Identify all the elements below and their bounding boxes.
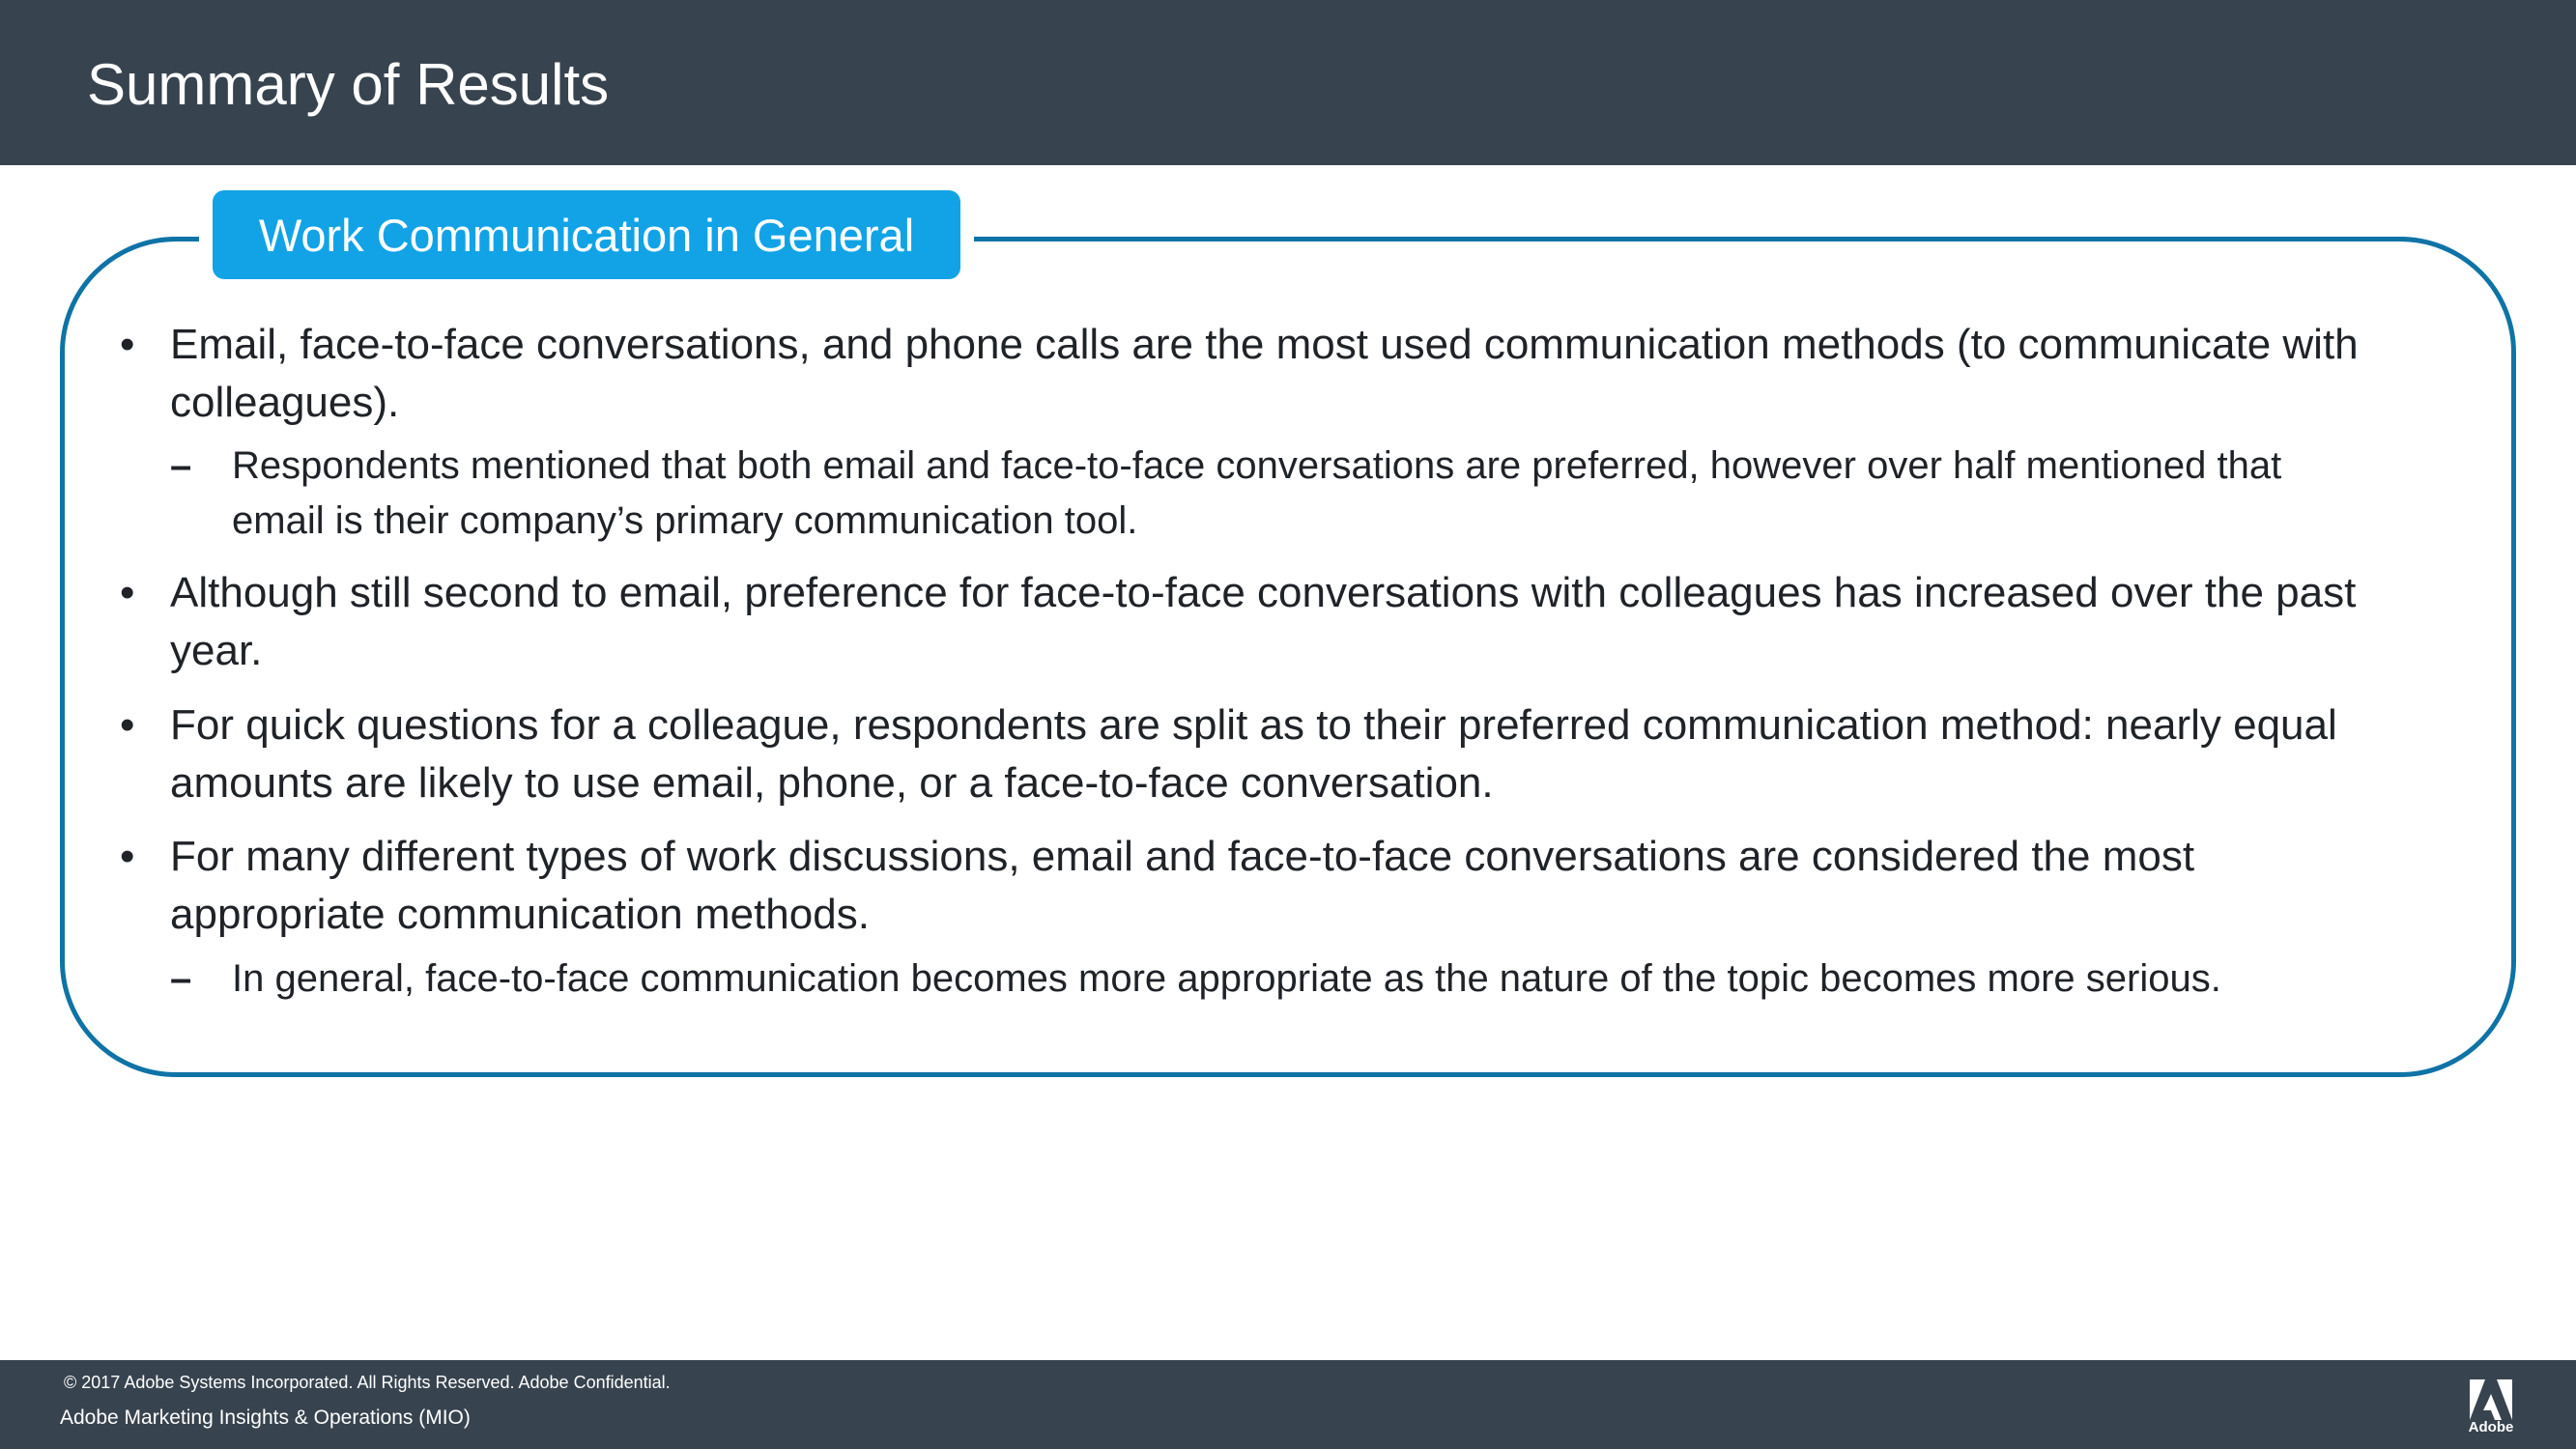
section-tab bbox=[213, 190, 960, 279]
sub-bullet-text-line: Respondents mentioned that both email and face-to-face conversations are preferred, however over half mentioned that bbox=[232, 444, 2282, 487]
section-tab-label: Work Communication in General bbox=[258, 209, 915, 261]
bullet-text-line: year. bbox=[170, 627, 263, 674]
sub-bullet-text-line: In general, face-to-face communication becomes more appropriate as the nature of the topic becomes more serious. bbox=[232, 957, 2221, 1000]
bullet-text-line: amounts are likely to use email, phone, or a face-to-face conversation. bbox=[170, 759, 1494, 807]
bullet-marker: • bbox=[120, 321, 135, 368]
bullet-text-line: For quick questions for a colleague, respondents are split as to their preferred communication method: nearly equal bbox=[170, 701, 2337, 749]
bullet-marker: • bbox=[120, 569, 135, 616]
sub-bullet-marker: – bbox=[170, 957, 192, 1000]
bullet-text-line: appropriate communication methods. bbox=[170, 891, 870, 938]
footer-department: Adobe Marketing Insights & Operations (MIO) bbox=[60, 1406, 471, 1429]
adobe-logo-icon bbox=[2470, 1379, 2512, 1420]
sub-bullet-marker: – bbox=[170, 444, 192, 487]
bullet-marker: • bbox=[120, 833, 135, 880]
page-title: Summary of Results bbox=[87, 52, 610, 117]
brand-name: Adobe bbox=[2468, 1419, 2514, 1435]
bullet-text-line: For many different types of work discussions, email and face-to-face conversations are considered the most bbox=[170, 833, 2195, 880]
sub-bullet-text-line: email is their company’s primary communication tool. bbox=[232, 499, 1138, 542]
bullet-text-line: Email, face-to-face conversations, and phone calls are the most used communication methods (to communicate with bbox=[170, 321, 2359, 368]
bullet-marker: • bbox=[120, 701, 135, 749]
bullet-text-line: colleagues). bbox=[170, 379, 400, 426]
footer-copyright: © 2017 Adobe Systems Incorporated. All Rights Reserved. Adobe Confidential. bbox=[64, 1373, 671, 1392]
bullet-text-line: Although still second to email, preference for face-to-face conversations with colleagues has increased over the past bbox=[170, 569, 2357, 616]
